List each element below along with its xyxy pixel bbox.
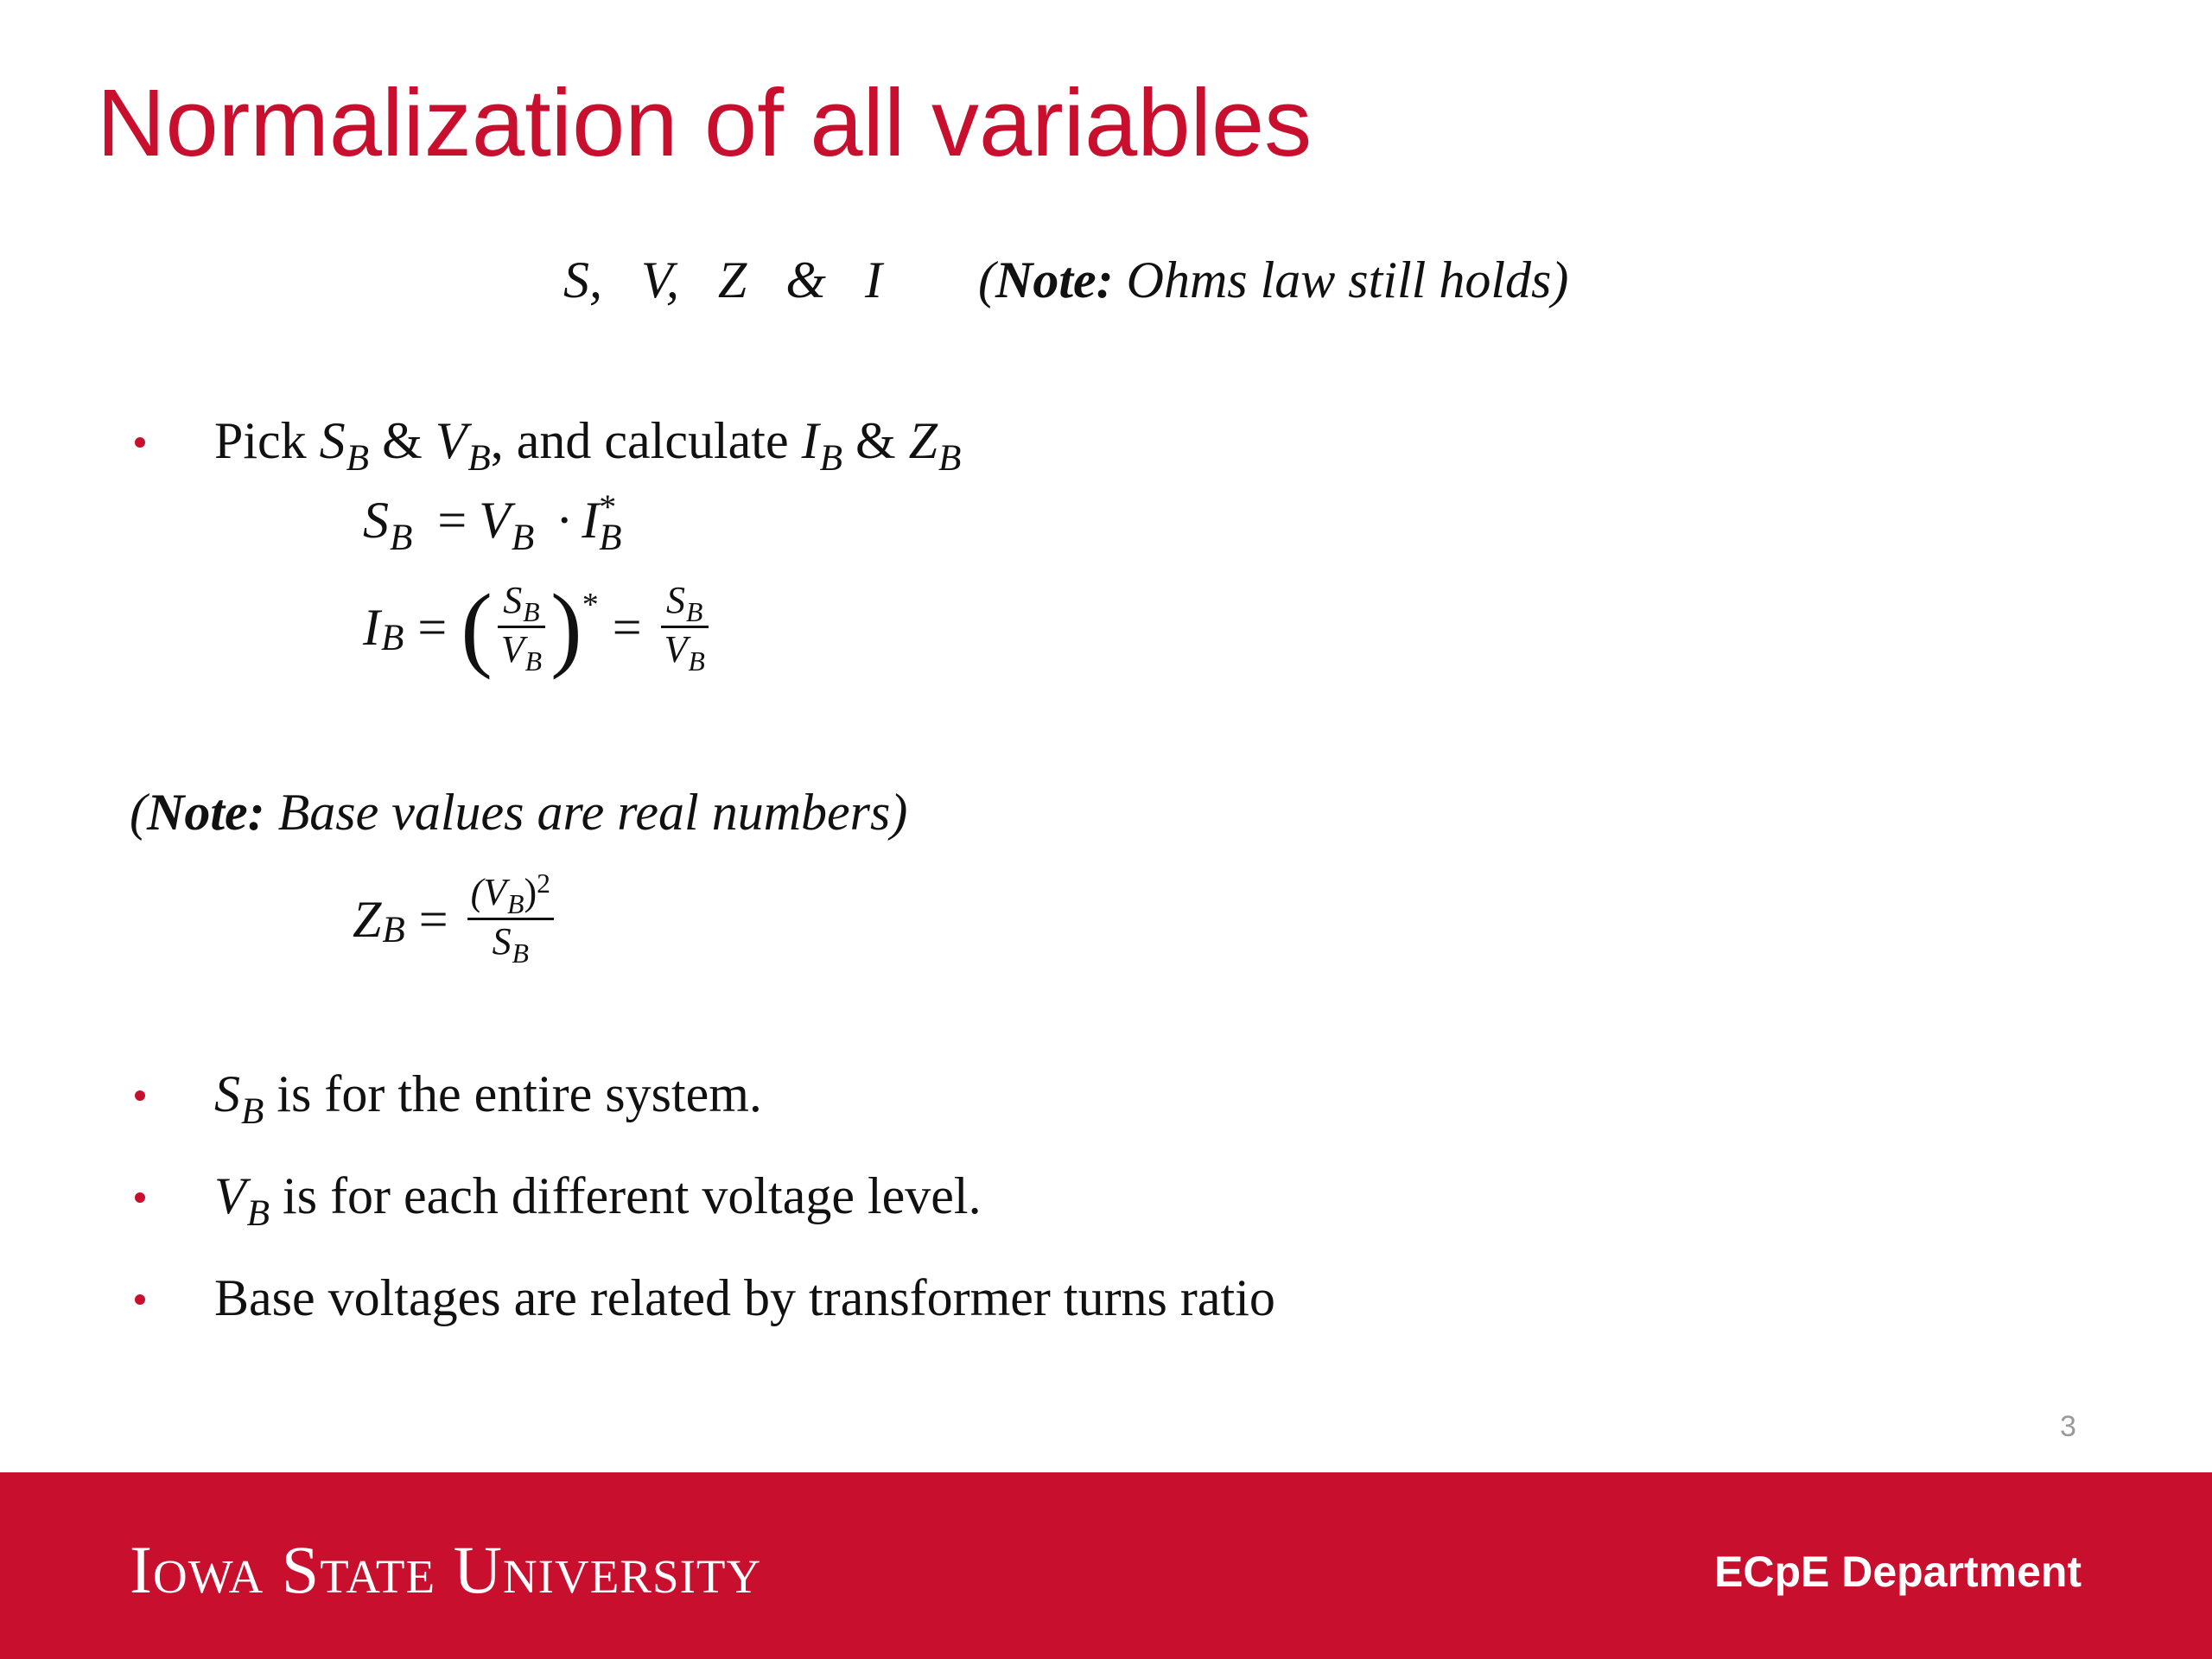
eq2-equals: = (417, 598, 448, 656)
bullet-pick-bases (214, 410, 961, 478)
equation-ib (363, 574, 714, 680)
eq2-den: V (500, 628, 524, 671)
var-v: V, (641, 251, 679, 308)
b2-s: S (214, 1065, 240, 1122)
eq3-den-sub: B (512, 938, 529, 969)
slide-title: Normalization of all variables (97, 70, 1313, 176)
amp-text: & (842, 412, 909, 469)
note2-label: Note: (146, 784, 265, 841)
b3-v: V (214, 1167, 246, 1224)
eq3-sub: B (382, 910, 405, 951)
note2-open: ( (130, 784, 147, 841)
eq1-sub: B (511, 517, 535, 558)
eq2-num-sub: B (686, 597, 703, 628)
variables-line (563, 249, 882, 311)
eq2-den-sub: B (524, 646, 543, 677)
var-s: S, (563, 251, 602, 308)
university-logo: Iowa State University (130, 1532, 762, 1607)
eq3-fraction (467, 868, 554, 969)
b2-text: is for the entire system. (276, 1065, 762, 1122)
eq2-fraction-2 (661, 579, 709, 675)
eq2-num: S (666, 579, 686, 621)
eq3-den: S (492, 920, 512, 963)
eq3-equals: = (418, 890, 448, 948)
ohms-note-open: ( (978, 251, 995, 308)
note2-text: Base values are real numbers) (277, 784, 908, 841)
eq1-sub: B (599, 518, 622, 558)
eq3-exp: 2 (537, 868, 550, 899)
eq1-sub: B (390, 517, 413, 558)
bullet-dot (135, 437, 145, 448)
eq2-fraction (498, 579, 545, 675)
calc-text: , and calculate (490, 412, 802, 469)
department-label: ECpE Department (1714, 1548, 2082, 1596)
eq2-rparen: ) (550, 574, 582, 680)
sub-b: B (467, 437, 491, 479)
equation-zb (353, 868, 559, 969)
ohms-note-label: Note: (995, 251, 1114, 308)
sub-b: B (346, 437, 370, 479)
ohms-note-text: Ohms law still holds) (1126, 251, 1569, 308)
sym-v: V (435, 412, 467, 469)
var-z: Z (717, 251, 747, 308)
eq3-z: Z (353, 890, 382, 948)
sym-s: S (319, 412, 346, 469)
b2-sub: B (241, 1090, 264, 1132)
var-amp: & (785, 251, 826, 308)
eq1-equals: = (437, 492, 467, 549)
sym-i: I (801, 412, 819, 469)
sub-b: B (819, 437, 842, 479)
bullet-dot (135, 1192, 145, 1203)
b3-text: is for each different voltage level. (283, 1167, 982, 1224)
eq1-dot: · (556, 492, 574, 549)
bullet-dot (135, 1294, 145, 1305)
eq2-lparen: ( (461, 574, 493, 680)
eq2-num: S (503, 579, 523, 621)
sub-b: B (938, 437, 962, 479)
eq2-den: V (664, 628, 688, 671)
eq2-equals: = (612, 598, 642, 656)
var-i: I (864, 251, 882, 308)
bullet-turns-ratio: Base voltages are related by transformer turns ratio (214, 1269, 1275, 1326)
b3-sub: B (246, 1192, 270, 1234)
eq2-sub: B (380, 618, 404, 659)
eq2-i: I (363, 598, 380, 656)
pick-text: Pick (214, 412, 320, 469)
eq1-star: * (599, 487, 617, 526)
slide-number: 3 (2060, 1410, 2076, 1443)
amp-text: & (369, 412, 435, 469)
ohms-note (978, 249, 1568, 311)
equation-sb (363, 489, 625, 557)
eq1-v: V (479, 492, 511, 549)
eq2-star: * (582, 587, 599, 623)
base-values-note (130, 781, 907, 843)
eq2-den-sub: B (688, 646, 705, 677)
eq3-num-sub: B (507, 889, 524, 920)
eq3-num-close: ) (524, 871, 537, 913)
eq1-s: S (363, 492, 389, 549)
eq3-num: (V (470, 871, 507, 913)
bullet-dot (135, 1090, 145, 1101)
sym-z: Z (908, 412, 938, 469)
bullet-vb-level (214, 1165, 982, 1233)
eq2-num-sub: B (523, 597, 540, 628)
eq1-i: I (582, 492, 600, 549)
bullet-sb-system (214, 1063, 762, 1131)
